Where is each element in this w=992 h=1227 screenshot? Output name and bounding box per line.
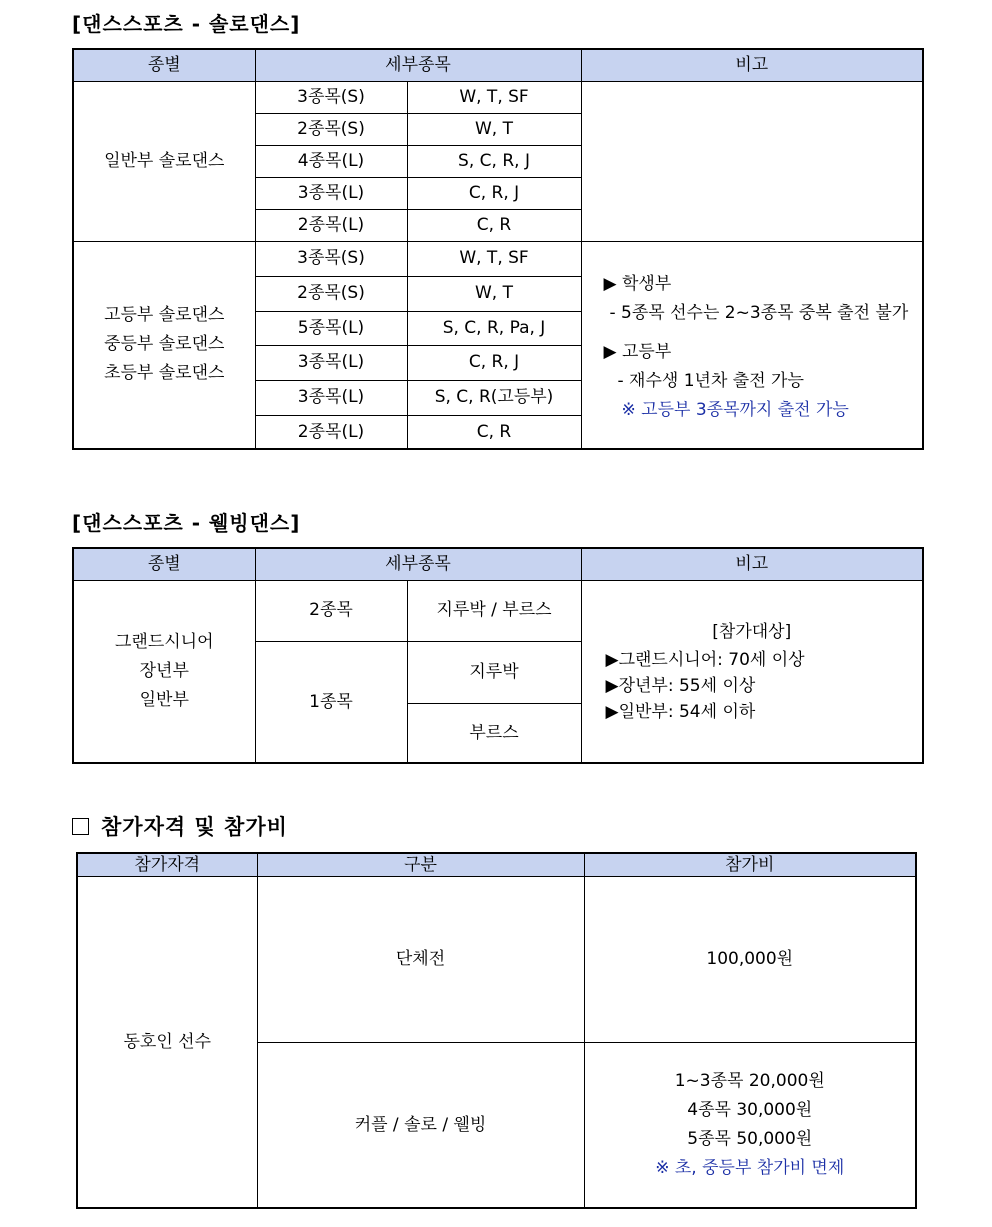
- remark-line: ▶일반부: 54세 이하: [605, 702, 756, 723]
- group-name: 초등부 솔로댄스: [104, 363, 225, 384]
- category-individual: 커플 / 솔로 / 웰빙: [257, 1042, 584, 1208]
- event-count: 3종목(S): [255, 81, 407, 113]
- wellbeing-section-title: [댄스스포츠 - 웰빙댄스]: [72, 511, 301, 535]
- table-row: [73, 241, 923, 276]
- remark-line: ▶ 학생부: [603, 274, 672, 295]
- fees-section-title: [72, 811, 288, 841]
- checkbox-icon: [72, 818, 89, 835]
- remarks-cell: [581, 241, 923, 449]
- wellbeing-type-cell: [73, 580, 255, 763]
- event-count: 4종목(L): [255, 145, 407, 177]
- header-type: 종별: [73, 548, 255, 580]
- remark-line: - 재수생 1년차 출전 가능: [617, 371, 804, 392]
- group-name: 고등부 솔로댄스: [104, 305, 225, 326]
- event-count: 2종목(L): [255, 415, 407, 449]
- event-count: 5종목(L): [255, 311, 407, 345]
- event-dances: C, R: [407, 209, 581, 241]
- event-dances: W, T, SF: [407, 81, 581, 113]
- wellbeing-remarks-cell: [581, 580, 923, 763]
- table-row: [77, 876, 916, 1042]
- remark-line: - 5종목 선수는 2~3종목 중복 출전 불가: [609, 303, 909, 324]
- event-dances: 지루박: [407, 641, 581, 703]
- table-header-row: [73, 49, 923, 81]
- table-row: [73, 580, 923, 641]
- header-category: 구분: [257, 853, 584, 876]
- event-count: 2종목(L): [255, 209, 407, 241]
- solo-dance-table: [72, 48, 924, 450]
- event-count: 3종목(L): [255, 380, 407, 415]
- solo-section-title: [댄스스포츠 - 솔로댄스]: [72, 12, 301, 36]
- table-row: [73, 81, 923, 113]
- group-name-students: [73, 241, 255, 449]
- fee-line: 5종목 50,000원: [687, 1128, 813, 1149]
- event-dances: S, C, R, J: [407, 145, 581, 177]
- fee-line: 1~3종목 20,000원: [674, 1070, 825, 1091]
- group-name: 중등부 솔로댄스: [104, 334, 225, 355]
- remark-line: ▶ 고등부: [603, 342, 672, 363]
- header-remarks: 비고: [581, 548, 923, 580]
- qualification-cell: 동호인 선수: [77, 876, 257, 1208]
- type-line: 그랜드시니어: [114, 631, 214, 652]
- group-name: 일반부 솔로댄스: [104, 150, 225, 171]
- event-count: 3종목(S): [255, 241, 407, 276]
- type-line: 장년부: [139, 660, 189, 681]
- event-dances: C, R, J: [407, 177, 581, 209]
- event-dances: 지루박 / 부르스: [407, 580, 581, 641]
- fee-individual: [584, 1042, 916, 1208]
- event-dances: W, T: [407, 113, 581, 145]
- remark-line: ▶장년부: 55세 이상: [605, 676, 756, 697]
- event-count: 3종목(L): [255, 345, 407, 380]
- group-name-general: [73, 81, 255, 241]
- event-count: 2종목(S): [255, 113, 407, 145]
- event-dances: W, T, SF: [407, 241, 581, 276]
- header-type: 종별: [73, 49, 255, 81]
- event-dances: C, R, J: [407, 345, 581, 380]
- event-count: 2종목: [255, 580, 407, 641]
- header-events: 세부종목: [255, 49, 581, 81]
- remarks-title: [참가대상]: [712, 622, 792, 643]
- header-remarks: 비고: [581, 49, 923, 81]
- header-fee: 참가비: [584, 853, 916, 876]
- header-qualification: 참가자격: [77, 853, 257, 876]
- event-count: 2종목(S): [255, 276, 407, 311]
- table-header-row: [73, 548, 923, 580]
- event-dances: S, C, R, Pa, J: [407, 311, 581, 345]
- event-count: 3종목(L): [255, 177, 407, 209]
- event-dances: S, C, R(고등부): [407, 380, 581, 415]
- fees-table: [76, 852, 917, 1209]
- table-header-row: [77, 853, 916, 876]
- fees-title-text: 참가자격 및 참가비: [101, 815, 288, 839]
- type-line: 일반부: [139, 689, 189, 710]
- event-count: 1종목: [255, 641, 407, 763]
- event-dances: C, R: [407, 415, 581, 449]
- event-dances: 부르스: [407, 703, 581, 763]
- remark-note: ※ 고등부 3종목까지 출전 가능: [621, 400, 849, 421]
- header-events: 세부종목: [255, 548, 581, 580]
- event-dances: W, T: [407, 276, 581, 311]
- remarks-cell-empty: [581, 81, 923, 241]
- fee-line: 4종목 30,000원: [687, 1099, 813, 1120]
- fee-note: ※ 초, 중등부 참가비 면제: [655, 1157, 845, 1178]
- category-team: 단체전: [257, 876, 584, 1042]
- wellbeing-dance-table: [72, 547, 924, 764]
- remark-line: ▶그랜드시니어: 70세 이상: [605, 650, 805, 671]
- fee-team: 100,000원: [584, 876, 916, 1042]
